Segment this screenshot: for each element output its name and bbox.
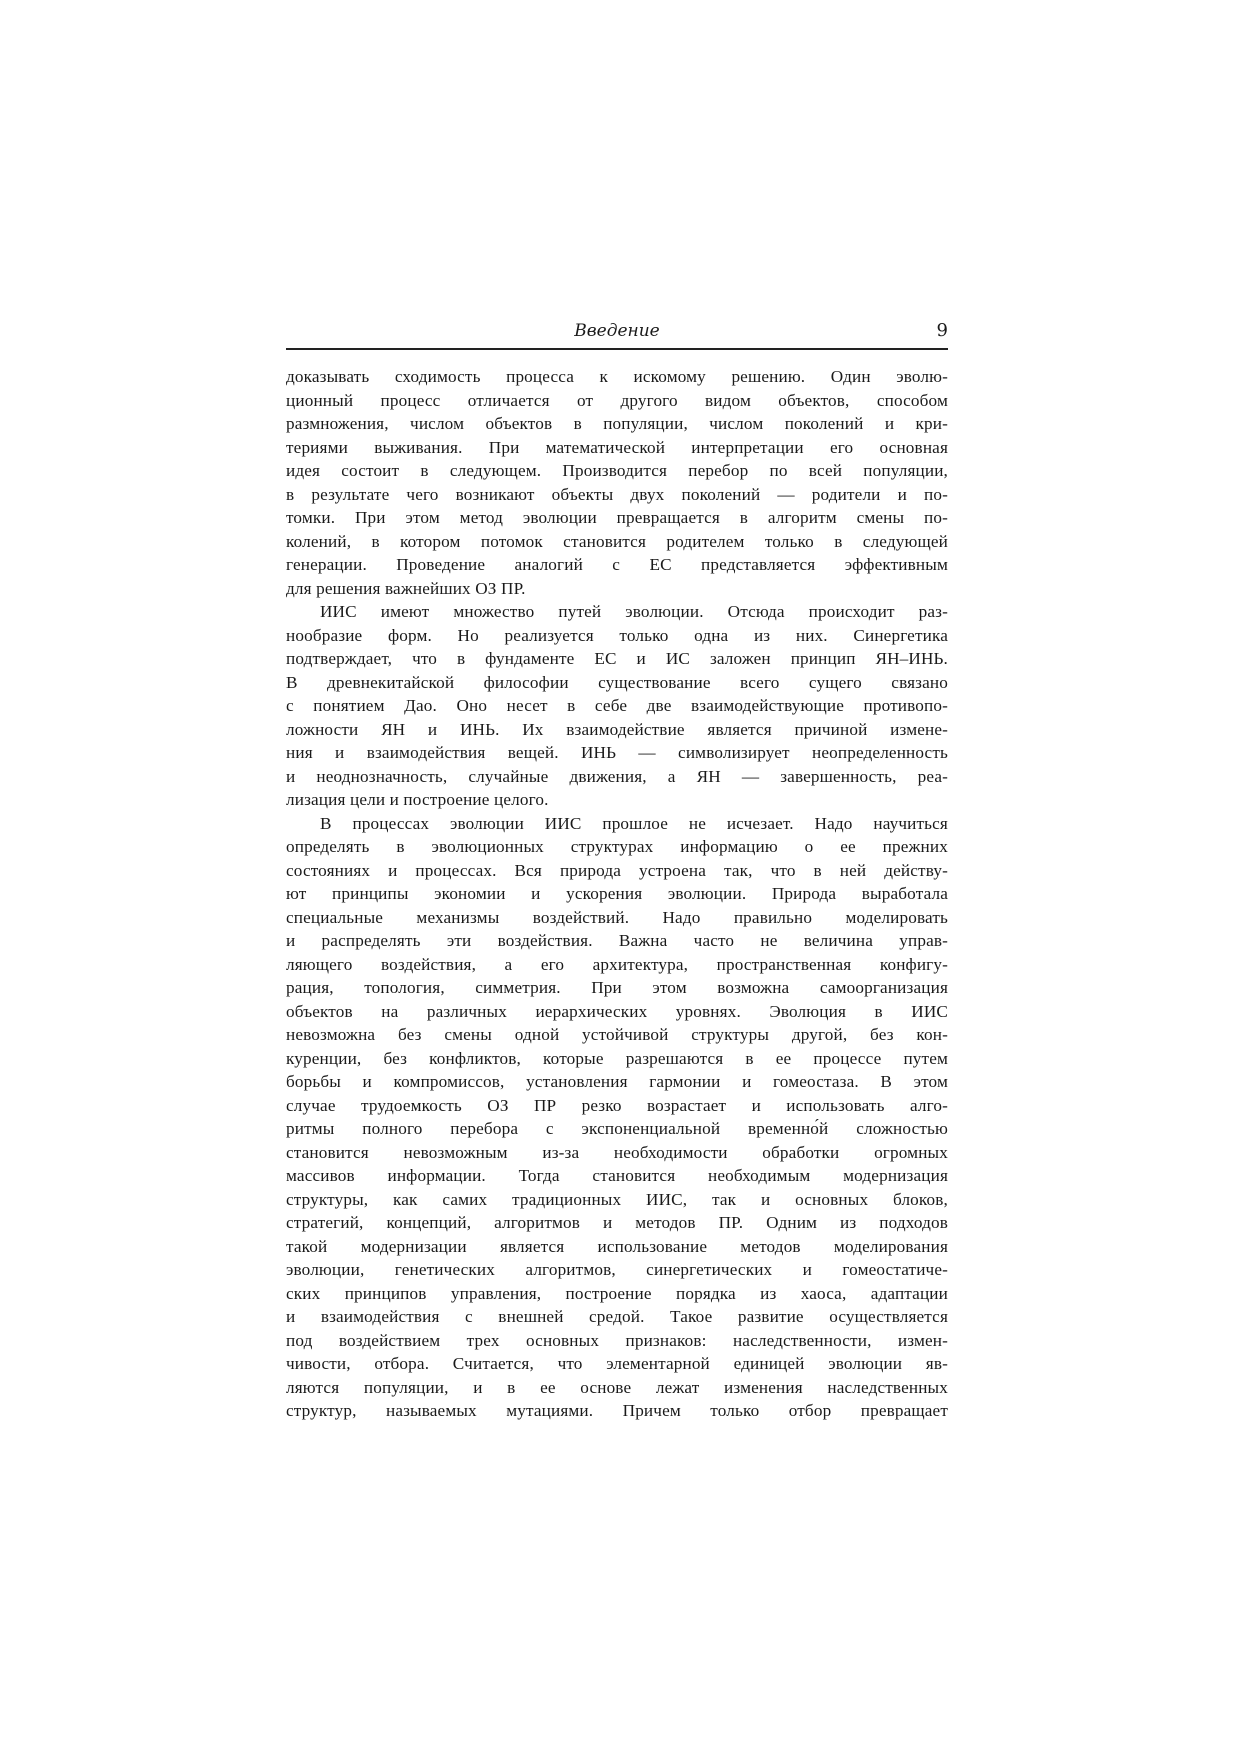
page-number: 9: [936, 320, 948, 341]
text-line: нообразие форм. Но реализуется только одна из них. Синергетика: [286, 625, 948, 645]
text-line: для решения важнейших ОЗ ПР.: [286, 578, 526, 598]
text-line: состояниях и процессах. Вся природа устроена так, что в ней действу-: [286, 860, 948, 880]
text-line: подтверждает, что в фундаменте ЕС и ИС заложен принцип ЯН–ИНЬ.: [286, 649, 948, 668]
paragraph-3: [286, 812, 948, 1423]
text-line: В процессах эволюции ИИС прошлое не исчезает. Надо научиться: [320, 813, 948, 833]
text-line: такой модернизации является использование методов моделирования: [286, 1236, 948, 1256]
text-line: ИИС имеют множество путей эволюции. Отсюда происходит раз-: [320, 602, 948, 621]
text-line: томки. При этом метод эволюции превращается в алгоритм смены по-: [286, 508, 948, 527]
text-line: стратегий, концепций, алгоритмов и методов ПР. Одним из подходов: [286, 1213, 948, 1232]
text-line: невозможна без смены одной устойчивой структуры другой, без кон-: [286, 1025, 948, 1044]
text-line: ют принципы экономии и ускорения эволюции. Природа выработала: [286, 884, 948, 903]
text-line: рация, топология, симметрия. При этом возможна самоорганизация: [286, 978, 948, 997]
text-line: ляются популяции, и в ее основе лежат изменения наследственных: [286, 1377, 948, 1397]
text-line: териями выживания. При математической интерпретации его основная: [286, 437, 948, 457]
text-line: случае трудоемкость ОЗ ПР резко возрастает и использовать алго-: [286, 1095, 948, 1115]
text-line: ляющего воздействия, а его архитектура, пространственная конфигу-: [286, 954, 948, 974]
text-line: борьбы и компромиссов, установления гармонии и гомеостаза. В этом: [286, 1072, 948, 1091]
paragraph-2: [286, 600, 948, 812]
text-line: колений, в котором потомок становится родителем только в следующей: [286, 531, 948, 551]
text-line: ритмы полного перебора с экспоненциальной временно́й сложностью: [286, 1119, 948, 1138]
text-line: размножения, числом объектов в популяции, числом поколений и кри-: [286, 414, 948, 433]
running-header-title: Введение: [574, 321, 660, 341]
text-line: эволюции, генетических алгоритмов, синергетических и гомеостатиче-: [286, 1260, 948, 1279]
running-header: [286, 318, 948, 350]
text-line: в результате чего возникают объекты двух поколений — родители и по-: [286, 484, 948, 504]
text-line: лизация цели и построение целого.: [286, 790, 549, 809]
text-line: ложности ЯН и ИНЬ. Их взаимодействие является причиной измене-: [286, 719, 948, 739]
text-line: ния и взаимодействия вещей. ИНЬ — символизирует неопределенность: [286, 743, 948, 762]
text-line: структур, называемых мутациями. Причем только отбор превращает: [286, 1401, 948, 1420]
text-line: объектов на различных иерархических уровнях. Эволюция в ИИС: [286, 1001, 948, 1021]
text-line: массивов информации. Тогда становится необходимым модернизация: [286, 1166, 948, 1185]
text-line: специальные механизмы воздействий. Надо правильно моделировать: [286, 907, 948, 927]
text-line: структуры, как самих традиционных ИИС, так и основных блоков,: [286, 1189, 948, 1209]
text-line: с понятием Дао. Оно несет в себе две взаимодействующие противопо-: [286, 696, 948, 715]
text-line: определять в эволюционных структурах информацию о ее прежних: [286, 837, 948, 856]
text-line: В древнекитайской философии существование всего сущего связано: [286, 672, 948, 692]
text-line: под воздействием трех основных признаков: наследственности, измен-: [286, 1330, 948, 1350]
text-line: становится невозможным из-за необходимости обработки огромных: [286, 1142, 948, 1162]
text-line: и распределять эти воздействия. Важна часто не величина управ-: [286, 931, 948, 950]
text-line: чивости, отбора. Считается, что элементарной единицей эволюции яв-: [286, 1354, 948, 1373]
text-line: и взаимодействия с внешней средой. Такое развитие осуществляется: [286, 1307, 948, 1326]
text-line: доказывать сходимость процесса к искомому решению. Один эволю-: [286, 367, 948, 386]
paragraph-1: [286, 365, 948, 600]
text-line: куренции, без конфликтов, которые разрешаются в ее процессе путем: [286, 1048, 948, 1068]
text-line: и неоднозначность, случайные движения, а ЯН — завершенность, реа-: [286, 766, 948, 786]
text-line: ских принципов управления, построение порядка из хаоса, адаптации: [286, 1283, 948, 1303]
text-line: генерации. Проведение аналогий с ЕС представляется эффективным: [286, 555, 948, 574]
body-text: [286, 365, 948, 1423]
text-line: идея состоит в следующем. Производится перебор по всей популяции,: [286, 461, 948, 480]
text-line: ционный процесс отличается от другого видом объектов, способом: [286, 390, 948, 410]
